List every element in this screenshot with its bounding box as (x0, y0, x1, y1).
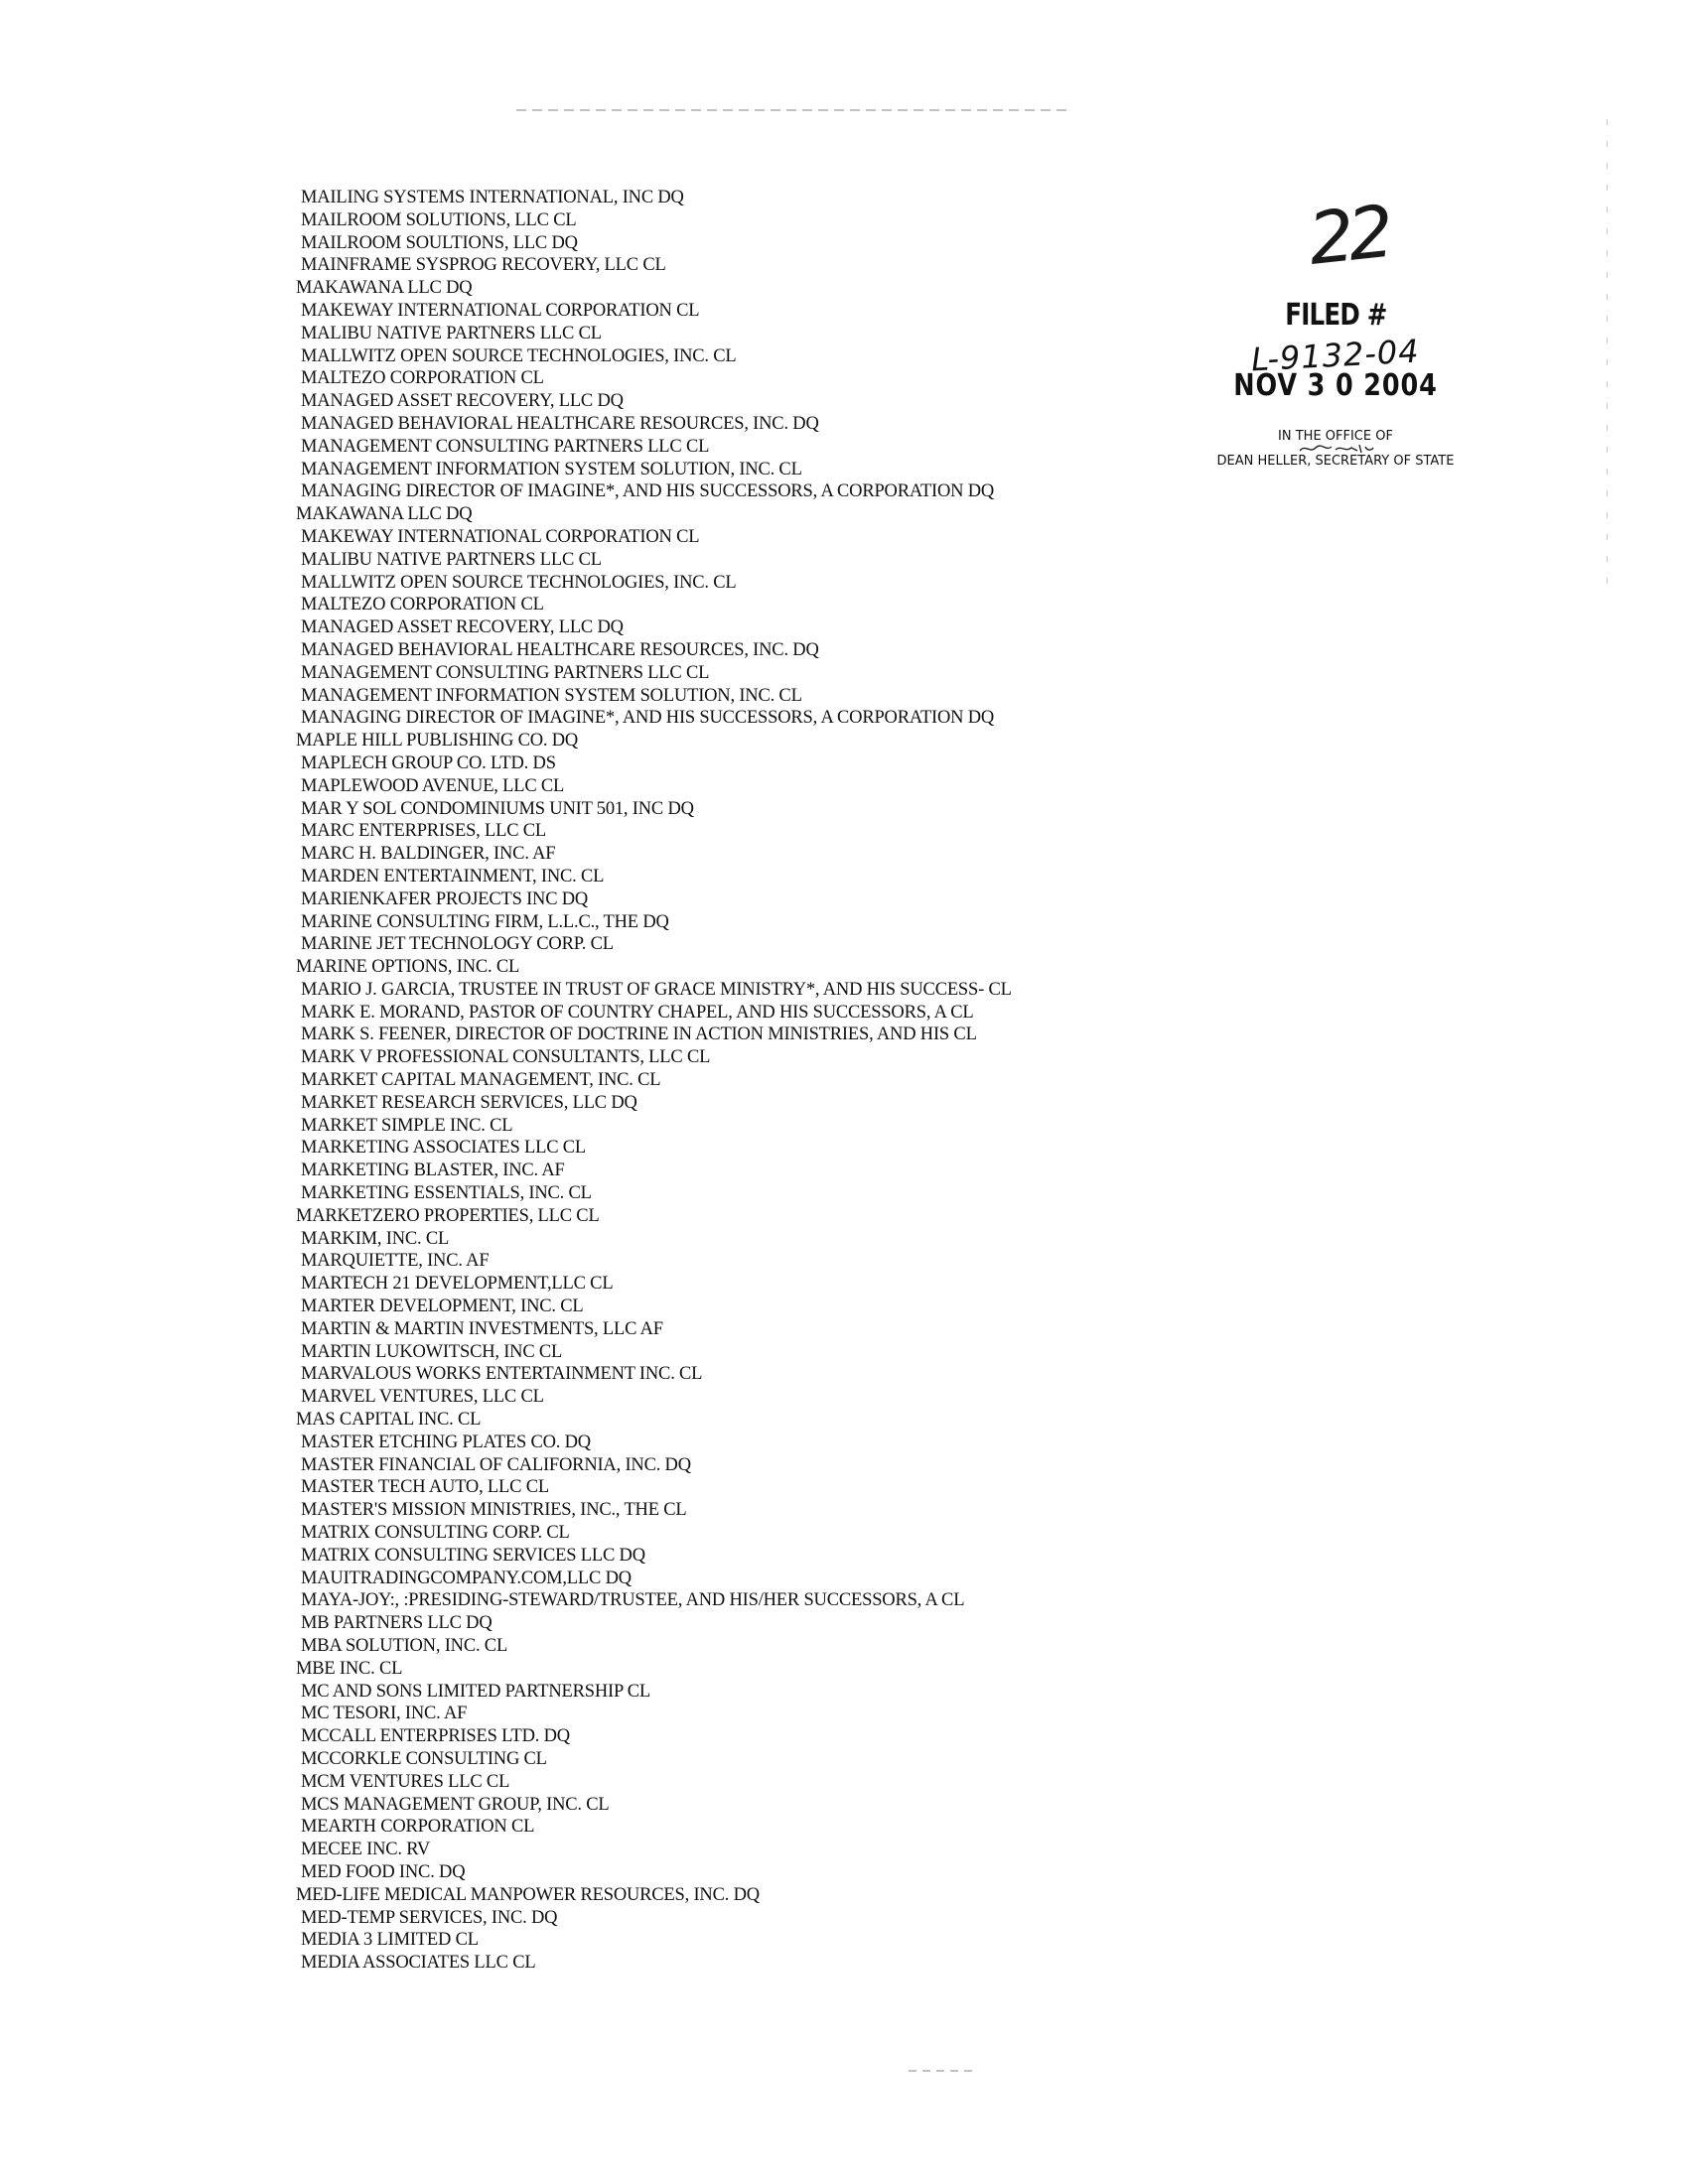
entity-entry: MARINE CONSULTING FIRM, L.L.C., THE DQ (301, 911, 669, 932)
entity-entry: MCCORKLE CONSULTING CL (301, 1748, 547, 1769)
entity-entry: MASTER ETCHING PLATES CO. DQ (301, 1432, 591, 1452)
entity-entry: MANAGED BEHAVIORAL HEALTHCARE RESOURCES, INC. DQ (301, 413, 819, 434)
entity-entry: MARTIN LUKOWITSCH, INC CL (301, 1341, 563, 1362)
entity-entry: MARIO J. GARCIA, TRUSTEE IN TRUST OF GRACE MINISTRY*, AND HIS SUCCESS- CL (301, 979, 1012, 1000)
entity-entry: MARKETING BLASTER, INC. AF (301, 1160, 565, 1181)
entity-entry: MED FOOD INC. DQ (301, 1861, 466, 1882)
entity-entry: MARKETING ASSOCIATES LLC CL (301, 1138, 587, 1159)
entity-entry: MCCALL ENTERPRISES LTD. DQ (301, 1726, 570, 1747)
entity-entry: MAS CAPITAL INC. CL (296, 1410, 482, 1431)
entity-entry: MALIBU NATIVE PARTNERS LLC CL (301, 549, 602, 570)
entity-entry: MARKET SIMPLE INC. CL (301, 1115, 513, 1136)
entity-entry: MAPLEWOOD AVENUE, LLC CL (301, 775, 565, 796)
entity-entry: MAUITRADINGCOMPANY.COM,LLC DQ (301, 1568, 632, 1588)
entity-entry: MARK S. FEENER, DIRECTOR OF DOCTRINE IN ACTION MINISTRIES, AND HIS CL (301, 1024, 977, 1045)
secretary-line: DEAN HELLER, SECRETARY OF STATE (1216, 454, 1455, 469)
entity-entry: MAPLE HILL PUBLISHING CO. DQ (296, 731, 579, 751)
entity-entry: MANAGING DIRECTOR OF IMAGINE*, AND HIS SUCCESSORS, A CORPORATION DQ (301, 708, 995, 729)
entity-entry: MEDIA ASSOCIATES LLC CL (301, 1953, 536, 1974)
entity-entry: MARTIN & MARTIN INVESTMENTS, LLC AF (301, 1318, 663, 1339)
entity-entry: MC TESORI, INC. AF (301, 1704, 468, 1724)
entity-entry: MAKAWANA LLC DQ (296, 278, 473, 299)
entity-entry: MARC ENTERPRISES, LLC CL (301, 821, 547, 842)
entity-entry: MAKEWAY INTERNATIONAL CORPORATION CL (301, 300, 700, 321)
entity-entry: MARTECH 21 DEVELOPMENT,LLC CL (301, 1274, 614, 1295)
entity-list (296, 187, 1012, 1975)
entity-entry: MASTER TECH AUTO, LLC CL (301, 1477, 549, 1498)
entity-entry: MAINFRAME SYSPROG RECOVERY, LLC CL (301, 255, 666, 276)
entity-entry: MARIENKAFER PROJECTS INC DQ (301, 888, 589, 909)
entity-entry: MANAGEMENT CONSULTING PARTNERS LLC CL (301, 436, 710, 457)
entity-entry: MARKETING ESSENTIALS, INC. CL (301, 1183, 592, 1204)
entity-entry: MALLWITZ OPEN SOURCE TECHNOLOGIES, INC. CL (301, 345, 737, 366)
entity-entry: MED-LIFE MEDICAL MANPOWER RESOURCES, INC. DQ (296, 1884, 760, 1905)
entity-entry: MEDIA 3 LIMITED CL (301, 1930, 479, 1951)
entity-entry: MAILROOM SOULTIONS, LLC DQ (301, 232, 578, 253)
entity-entry: MAR Y SOL CONDOMINIUMS UNIT 501, INC DQ (301, 798, 694, 819)
entity-entry: MARC H. BALDINGER, INC. AF (301, 844, 556, 865)
entity-entry: MB PARTNERS LLC DQ (301, 1613, 492, 1634)
entity-entry: MARQUIETTE, INC. AF (301, 1251, 490, 1272)
entity-entry: MARVALOUS WORKS ENTERTAINMENT INC. CL (301, 1364, 703, 1385)
entity-entry: MC AND SONS LIMITED PARTNERSHIP CL (301, 1681, 651, 1702)
entity-entry: MAILING SYSTEMS INTERNATIONAL, INC DQ (301, 188, 684, 207)
entity-entry: MATRIX CONSULTING CORP. CL (301, 1523, 570, 1544)
entity-entry: MANAGEMENT CONSULTING PARTNERS LLC CL (301, 662, 710, 683)
entity-entry: MATRIX CONSULTING SERVICES LLC DQ (301, 1545, 645, 1566)
entity-entry: MBA SOLUTION, INC. CL (301, 1636, 508, 1656)
entity-entry: MARINE OPTIONS, INC. CL (296, 957, 520, 978)
entity-entry: MASTER FINANCIAL OF CALIFORNIA, INC. DQ (301, 1454, 691, 1475)
entity-entry: MARINE JET TECHNOLOGY CORP. CL (301, 934, 614, 955)
entity-entry: MALLWITZ OPEN SOURCE TECHNOLOGIES, INC. CL (301, 572, 737, 593)
entity-entry: MECEE INC. RV (301, 1840, 431, 1860)
entity-entry: MANAGEMENT INFORMATION SYSTEM SOLUTION, INC. CL (301, 459, 802, 479)
entity-entry: MANAGING DIRECTOR OF IMAGINE*, AND HIS SUCCESSORS, A CORPORATION DQ (301, 481, 995, 502)
entity-entry: MAKEWAY INTERNATIONAL CORPORATION CL (301, 526, 700, 547)
entity-entry: MAPLECH GROUP CO. LTD. DS (301, 752, 556, 773)
scan-artifact-right-edge (1607, 119, 1608, 596)
entity-entry: MAYA-JOY:, :PRESIDING-STEWARD/TRUSTEE, AND HIS/HER SUCCESSORS, A CL (301, 1590, 965, 1611)
scan-artifact-bottom (909, 2070, 978, 2072)
entity-entry: MANAGED ASSET RECOVERY, LLC DQ (301, 617, 624, 638)
entity-entry: MALTEZO CORPORATION CL (301, 368, 544, 389)
entity-entry: MAKAWANA LLC DQ (296, 504, 473, 525)
entity-entry: MARKET CAPITAL MANAGEMENT, INC. CL (301, 1070, 661, 1091)
entity-entry: MARTER DEVELOPMENT, INC. CL (301, 1297, 584, 1317)
handwritten-page-number: 22 (1304, 190, 1392, 281)
entity-entry: MARDEN ENTERTAINMENT, INC. CL (301, 866, 605, 887)
filed-label: FILED # (1284, 298, 1387, 333)
filing-number: L-9132-04 (1250, 332, 1421, 379)
entity-entry: MEARTH CORPORATION CL (301, 1817, 535, 1838)
entity-entry: MARK E. MORAND, PASTOR OF COUNTRY CHAPEL, AND HIS SUCCESSORS, A CL (301, 1002, 974, 1023)
filed-stamp (1192, 298, 1479, 469)
entity-entry: MCM VENTURES LLC CL (301, 1771, 510, 1792)
entity-entry: MBE INC. CL (296, 1658, 403, 1679)
entity-entry: MANAGED BEHAVIORAL HEALTHCARE RESOURCES, INC. DQ (301, 639, 819, 660)
entity-entry: MARKETZERO PROPERTIES, LLC CL (296, 1205, 600, 1226)
entity-entry: MALIBU NATIVE PARTNERS LLC CL (301, 323, 602, 343)
entity-entry: MARK V PROFESSIONAL CONSULTANTS, LLC CL (301, 1047, 711, 1068)
scan-artifact-top (516, 109, 1072, 111)
entity-entry: MCS MANAGEMENT GROUP, INC. CL (301, 1794, 610, 1815)
entity-entry: MAILROOM SOLUTIONS, LLC CL (301, 209, 577, 230)
office-line: IN THE OFFICE OF (1278, 429, 1393, 444)
entity-entry: MALTEZO CORPORATION CL (301, 595, 544, 615)
entity-entry: MARKIM, INC. CL (301, 1228, 450, 1249)
entity-entry: MARVEL VENTURES, LLC CL (301, 1387, 544, 1408)
entity-entry: MANAGED ASSET RECOVERY, LLC DQ (301, 391, 624, 412)
entity-entry: MASTER'S MISSION MINISTRIES, INC., THE CL (301, 1500, 687, 1521)
entity-entry: MARKET RESEARCH SERVICES, LLC DQ (301, 1092, 637, 1113)
entity-entry: MANAGEMENT INFORMATION SYSTEM SOLUTION, INC. CL (301, 685, 802, 706)
entity-entry: MED-TEMP SERVICES, INC. DQ (301, 1907, 558, 1928)
filing-date: NOV 3 0 2004 (1233, 368, 1438, 403)
